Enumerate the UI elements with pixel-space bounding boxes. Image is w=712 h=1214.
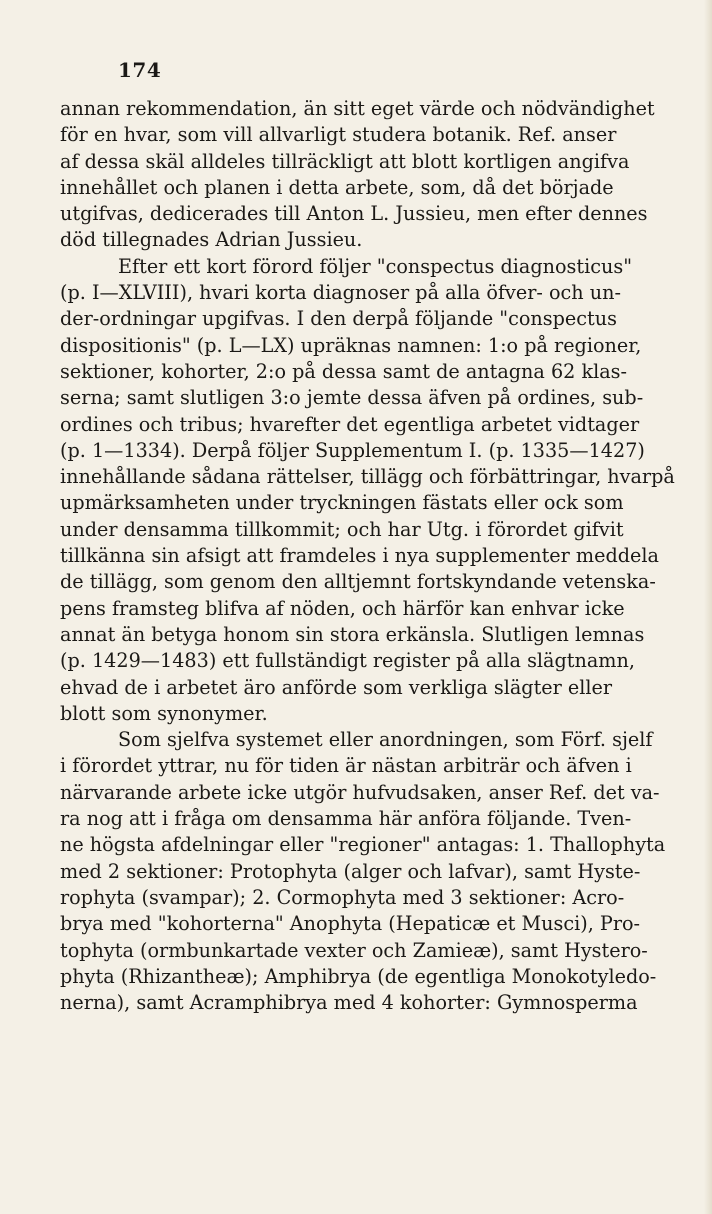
text-line: upmärksamheten under tryckningen fästats eller ock som	[60, 491, 624, 515]
text-line: af dessa skäl alldeles tillräckligt att blott kortligen angifva	[60, 149, 630, 173]
text-line: ra nog att i fråga om densamma här anföra följande. Tven-	[60, 807, 632, 831]
text-line: (p. 1—1334). Derpå följer Supplementum I. (p. 1335—1427)	[60, 438, 645, 462]
text-line: (p. I—XLVIII), hvari korta diagnoser på alla öfver- och un-	[60, 281, 621, 305]
body-text	[60, 96, 700, 1016]
text-line: Som sjelfva systemet eller anordningen, som Förf. sjelf	[118, 728, 653, 752]
text-line: de tillägg, som genom den alltjemnt fortskyndande vetenska-	[60, 570, 656, 594]
text-line: närvarande arbete icke utgör hufvudsaken, anser Ref. det va-	[60, 780, 660, 804]
text-line: ordines och tribus; hvarefter det egentliga arbetet vidtager	[60, 412, 640, 436]
text-line: tophyta (ormbunkartade vexter och Zamieæ), samt Hystero-	[60, 938, 648, 962]
text-line: nerna), samt Acramphibrya med 4 kohorter: Gymnosperma	[60, 991, 638, 1015]
page-number: 174	[118, 58, 162, 82]
text-line: der-ordningar upgifvas. I den derpå följande "conspectus	[60, 307, 617, 331]
text-line: ehvad de i arbetet äro anförde som verkliga slägter eller	[60, 675, 613, 699]
page-edge-shadow	[704, 0, 712, 1214]
text-line: med 2 sektioner: Protophyta (alger och lafvar), samt Hyste-	[60, 859, 641, 883]
text-line: annat än betyga honom sin stora erkänsla. Slutligen lemnas	[60, 622, 645, 646]
text-line: Efter ett kort förord följer "conspectus diagnosticus"	[118, 254, 633, 278]
text-line: rophyta (svampar); 2. Cormophyta med 3 sektioner: Acro-	[60, 885, 625, 909]
text-line: blott som synonymer.	[60, 701, 268, 725]
text-line: under densamma tillkommit; och har Utg. i förordet gifvit	[60, 517, 624, 541]
text-line: innehållande sådana rättelser, tillägg och förbättringar, hvarpå	[60, 465, 675, 489]
text-line: phyta (Rhizantheæ); Amphibrya (de egentliga Monokotyledo-	[60, 964, 657, 988]
text-line: brya med "kohorterna" Anophyta (Hepaticæ et Musci), Pro-	[60, 912, 641, 936]
text-line: (p. 1429—1483) ett fullständigt register på alla slägtnamn,	[60, 649, 635, 673]
text-line: för en hvar, som vill allvarligt studera botanik. Ref. anser	[60, 123, 617, 147]
text-line: sektioner, kohorter, 2:o på dessa samt de antagna 62 klas-	[60, 359, 628, 383]
text-line: ne högsta afdelningar eller "regioner" antagas: 1. Thallophyta	[60, 833, 666, 857]
text-line: serna; samt slutligen 3:o jemte dessa äfven på ordines, sub-	[60, 386, 644, 410]
text-line: innehållet och planen i detta arbete, som, då det började	[60, 175, 614, 199]
text-line: död tillegnades Adrian Jussieu.	[60, 228, 363, 252]
text-line: i förordet yttrar, nu för tiden är nästan arbiträr och äfven i	[60, 754, 632, 778]
text-line: dispositionis" (p. L—LX) upräknas namnen: 1:o på regioner,	[60, 333, 642, 357]
text-line: annan rekommendation, än sitt eget värde och nödvändighet	[60, 97, 655, 120]
text-line: pens framsteg blifva af nöden, och härför kan enhvar icke	[60, 596, 625, 620]
text-line: tillkänna sin afsigt att framdeles i nya supplementer meddela	[60, 544, 659, 568]
text-line: utgifvas, dedicerades till Anton L. Jussieu, men efter dennes	[60, 202, 648, 226]
